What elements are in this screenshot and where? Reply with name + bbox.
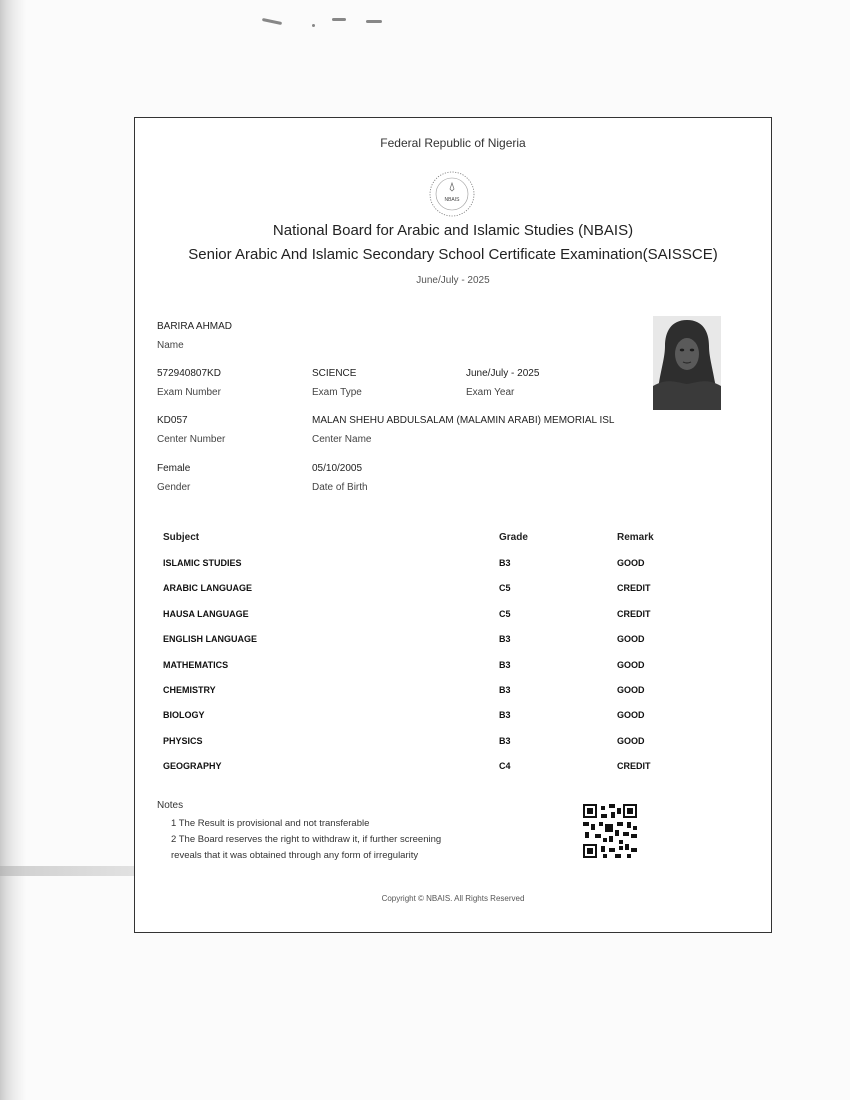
subject-cell: HAUSA LANGUAGE xyxy=(163,608,249,619)
grade-cell: B3 xyxy=(499,558,511,568)
gender-label: Gender xyxy=(157,482,191,493)
table-row xyxy=(135,736,771,761)
nbais-seal-icon xyxy=(428,170,476,218)
remark-cell: GOOD xyxy=(617,634,645,645)
subject-cell: ISLAMIC STUDIES xyxy=(163,558,242,568)
center-number: KD057 xyxy=(157,415,188,426)
remark-column-header: Remark xyxy=(617,532,654,543)
grade-cell: B3 xyxy=(499,685,511,695)
candidate-name: BARIRA AHMAD xyxy=(157,321,233,332)
scan-smudge xyxy=(332,18,346,21)
subject-cell: BIOLOGY xyxy=(163,710,205,721)
center-name: MALAN SHEHU ABDULSALAM (MALAMIN ARABI) MEMORIAL ISL xyxy=(312,415,615,426)
note-item: 1 The Result is provisional and not transferable xyxy=(171,818,370,829)
subject-cell: PHYSICS xyxy=(163,735,203,746)
remark-cell: CREDIT xyxy=(617,608,651,619)
scan-edge-shadow xyxy=(0,0,26,1100)
exam-type: SCIENCE xyxy=(312,368,357,379)
exam-number-label: Exam Number xyxy=(157,387,221,398)
date-of-birth-label: Date of Birth xyxy=(312,482,368,493)
scan-smudge xyxy=(366,20,382,23)
candidate-photo xyxy=(653,316,721,410)
remark-cell: GOOD xyxy=(617,558,645,568)
subject-cell: MATHEMATICS xyxy=(163,659,229,670)
grade-cell: C5 xyxy=(499,608,511,619)
exam-year-label: Exam Year xyxy=(466,387,515,398)
certificate xyxy=(134,117,772,933)
remark-cell: CREDIT xyxy=(617,583,651,594)
table-row xyxy=(135,761,771,786)
table-row xyxy=(135,685,771,710)
grade-cell: B3 xyxy=(499,710,511,721)
exam-year: June/July - 2025 xyxy=(466,368,540,379)
copyright: Copyright © NBAIS. All Rights Reserved xyxy=(381,894,525,903)
board-title: National Board for Arabic and Islamic Studies (NBAIS) xyxy=(272,222,634,239)
subject-cell: ARABIC LANGUAGE xyxy=(163,583,252,594)
center-number-label: Center Number xyxy=(157,434,226,445)
candidate-name-label: Name xyxy=(157,340,184,351)
gender: Female xyxy=(157,463,191,474)
remark-cell: CREDIT xyxy=(617,761,651,772)
exam-number: 572940807KD xyxy=(157,368,221,379)
table-row xyxy=(135,634,771,659)
table-row xyxy=(135,583,771,608)
grade-cell: B3 xyxy=(499,634,511,645)
subject-cell: ENGLISH LANGUAGE xyxy=(163,634,258,645)
table-row xyxy=(135,558,771,583)
qr-code-icon xyxy=(583,804,637,858)
grade-cell: C5 xyxy=(499,583,511,594)
grade-cell: C4 xyxy=(499,761,511,772)
notes-title: Notes xyxy=(157,800,184,811)
remark-cell: GOOD xyxy=(617,685,645,695)
subject-column-header: Subject xyxy=(163,532,200,543)
table-row xyxy=(135,660,771,685)
remark-cell: GOOD xyxy=(617,710,645,721)
scan-smudge xyxy=(312,24,315,27)
exam-title: Senior Arabic And Islamic Secondary School Certificate Examination(SAISSCE) xyxy=(188,246,718,263)
center-name-label: Center Name xyxy=(312,434,372,445)
date-of-birth: 05/10/2005 xyxy=(312,463,363,474)
subject-cell: GEOGRAPHY xyxy=(163,761,222,772)
grade-cell: B3 xyxy=(499,659,511,670)
seal-text: NBAIS xyxy=(444,197,460,203)
remark-cell: GOOD xyxy=(617,659,645,670)
subject-cell: CHEMISTRY xyxy=(163,685,216,695)
exam-session: June/July - 2025 xyxy=(416,275,490,286)
republic-title: Federal Republic of Nigeria xyxy=(380,136,526,150)
grade-cell: B3 xyxy=(499,735,511,746)
table-row xyxy=(135,710,771,735)
exam-type-label: Exam Type xyxy=(312,387,362,398)
remark-cell: GOOD xyxy=(617,735,645,746)
table-row xyxy=(135,609,771,634)
scan-smudge xyxy=(262,18,282,25)
grade-column-header: Grade xyxy=(499,532,528,543)
note-item: 2 The Board reserves the right to withdraw it, if further screening reveals that it was obtained through any form of irregularity xyxy=(171,834,442,861)
